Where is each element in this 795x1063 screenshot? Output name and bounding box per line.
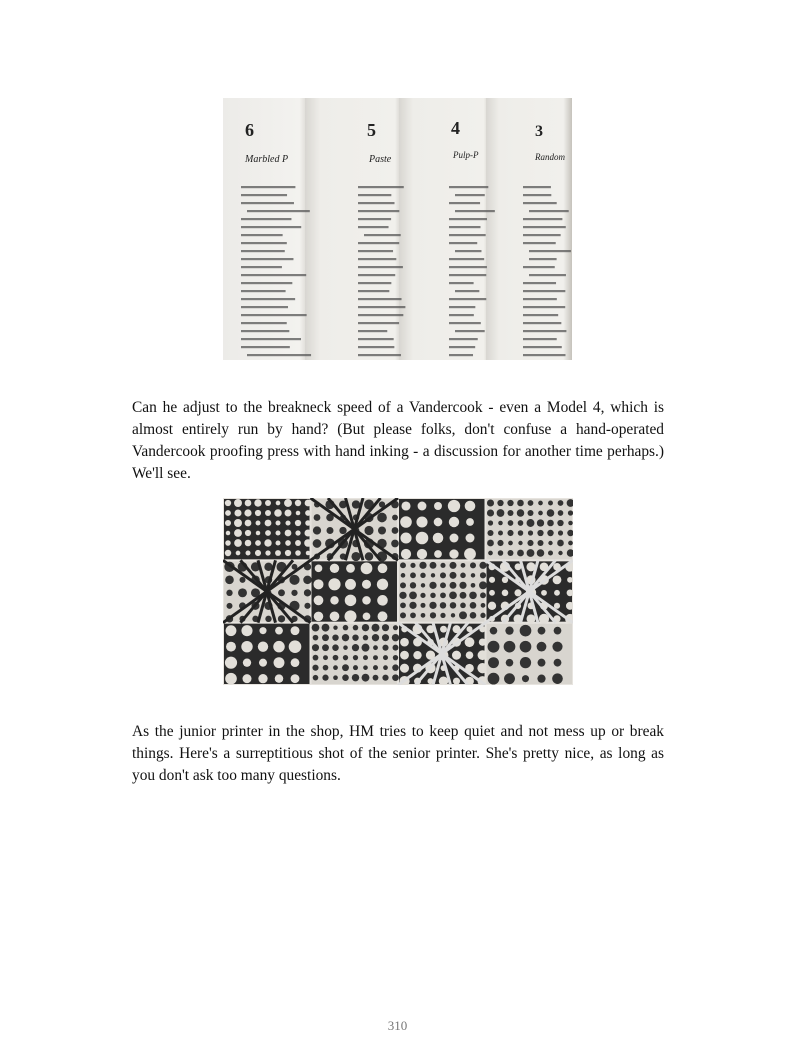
- page-label-number: 6: [245, 120, 254, 140]
- pattern-tiles-photo: [223, 498, 573, 685]
- body-paragraph: As the junior printer in the shop, HM tries to keep quiet and not mess up or break things. Here's a surreptitious shot of the senior printer. She's pretty nice, as long as you don't ask too many questions.: [132, 723, 664, 784]
- book-pages-photo: [223, 98, 572, 360]
- photo-of-printed-pattern-tiles-icon: [223, 498, 573, 685]
- page-label-heading: Marbled P: [245, 154, 289, 165]
- page-label-heading: Paste: [369, 154, 392, 165]
- page-label-number: 3: [535, 123, 543, 140]
- page-label-number: 5: [367, 120, 376, 140]
- page-label-heading: Pulp-P: [453, 150, 479, 160]
- photo-of-book-pages-icon: [223, 98, 572, 360]
- page-label-heading: Random: [535, 152, 565, 162]
- page-label-number: 4: [451, 118, 460, 138]
- body-paragraph: Can he adjust to the breakneck speed of a Vandercook - even a Model 4, which is almost entirely run by hand? (But please folks, don't confuse a hand-operated Vandercook proofing press with hand inking - a discussion for another time perhaps.) We'll see.: [132, 399, 664, 482]
- page-number: 310: [387, 1018, 408, 1033]
